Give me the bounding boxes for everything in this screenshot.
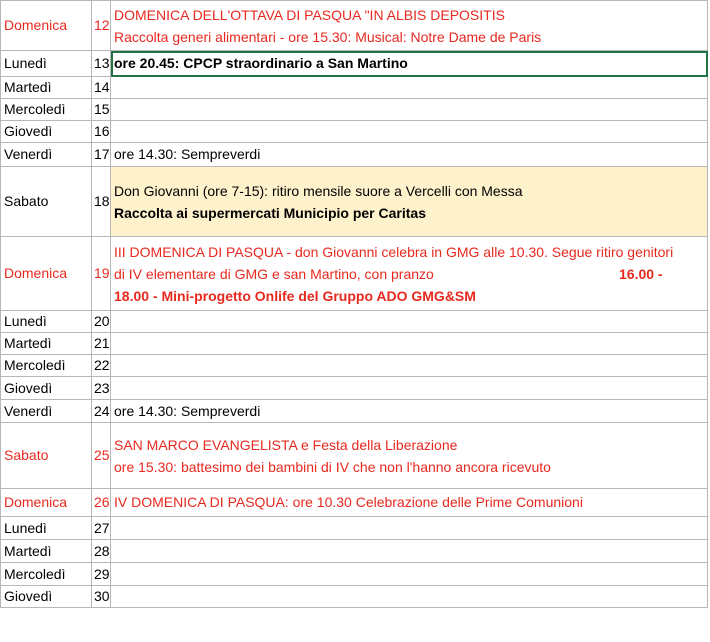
note-cell[interactable]: ore 14.30: Sempreverdi — [111, 400, 708, 423]
note-cell[interactable] — [111, 333, 708, 355]
note-cell[interactable]: IV DOMENICA DI PASQUA: ore 10.30 Celebrazione delle Prime Comunioni — [111, 489, 708, 517]
day-cell[interactable]: Mercoledì — [1, 563, 92, 586]
note-line: Raccolta generi alimentari - ore 15.30: Musical: Notre Dame de Paris — [114, 28, 542, 45]
day-cell[interactable]: Giovedì — [1, 377, 92, 400]
note-line: SAN MARCO EVANGELISTA e Festa della Liberazione — [114, 436, 458, 453]
note-cell[interactable] — [111, 540, 708, 563]
note-cell[interactable] — [111, 517, 708, 540]
table-row — [1, 237, 708, 311]
day-cell[interactable]: Domenica — [1, 237, 92, 311]
day-cell[interactable]: Lunedì — [1, 517, 92, 540]
note-cell[interactable] — [111, 377, 708, 400]
note-cell[interactable] — [111, 586, 708, 608]
table-row — [1, 167, 708, 237]
table-row — [1, 333, 708, 355]
note-cell[interactable] — [111, 423, 708, 489]
day-cell[interactable]: Sabato — [1, 167, 92, 237]
table-row — [1, 1, 708, 51]
day-cell[interactable]: Lunedì — [1, 51, 92, 77]
note-cell[interactable]: ore 14.30: Sempreverdi — [111, 143, 708, 167]
table-row — [1, 143, 708, 167]
table-row — [1, 311, 708, 333]
date-cell[interactable]: 30 — [92, 586, 111, 608]
date-cell[interactable]: 26 — [92, 489, 111, 517]
note-cell[interactable] — [111, 311, 708, 333]
note-line: Don Giovanni (ore 7-15): ritiro mensile suore a Vercelli con Messa — [114, 182, 523, 199]
day-cell[interactable]: Mercoledì — [1, 99, 92, 121]
table-row — [1, 355, 708, 377]
note-cell[interactable] — [111, 237, 708, 311]
note-cell[interactable] — [111, 355, 708, 377]
date-cell[interactable]: 28 — [92, 540, 111, 563]
date-cell[interactable]: 17 — [92, 143, 111, 167]
table-row — [1, 77, 708, 99]
day-cell[interactable]: Sabato — [1, 423, 92, 489]
note-line-text: di IV elementare di GMG e san Martino, con pranzo — [114, 265, 434, 282]
day-cell[interactable]: Venerdì — [1, 400, 92, 423]
table-row — [1, 489, 708, 517]
note-cell[interactable] — [111, 77, 708, 99]
day-cell[interactable]: Martedì — [1, 540, 92, 563]
note-line: 18.00 - Mini-progetto Onlife del Gruppo ADO GMG&SM — [114, 287, 476, 304]
note-line-time: 16.00 - — [619, 265, 663, 282]
note-line: Raccolta ai supermercati Municipio per Caritas — [114, 204, 426, 221]
day-cell[interactable]: Mercoledì — [1, 355, 92, 377]
day-cell[interactable]: Venerdì — [1, 143, 92, 167]
note-cell[interactable] — [111, 1, 708, 51]
date-cell[interactable]: 20 — [92, 311, 111, 333]
date-cell[interactable]: 27 — [92, 517, 111, 540]
note-cell[interactable] — [111, 121, 708, 143]
date-cell[interactable]: 16 — [92, 121, 111, 143]
date-cell[interactable]: 15 — [92, 99, 111, 121]
table-row — [1, 51, 708, 77]
day-cell[interactable]: Martedì — [1, 333, 92, 355]
date-cell[interactable]: 22 — [92, 355, 111, 377]
note-line — [114, 263, 704, 285]
table-row — [1, 586, 708, 608]
date-cell[interactable]: 13 — [92, 51, 111, 77]
note-cell[interactable] — [111, 563, 708, 586]
note-cell-selected[interactable]: ore 20.45: CPCP straordinario a San Martino — [111, 51, 708, 77]
date-cell[interactable]: 21 — [92, 333, 111, 355]
day-cell[interactable]: Martedì — [1, 77, 92, 99]
date-cell[interactable]: 25 — [92, 423, 111, 489]
table-row — [1, 540, 708, 563]
date-cell[interactable]: 29 — [92, 563, 111, 586]
day-cell[interactable]: Giovedì — [1, 121, 92, 143]
day-cell[interactable]: Giovedì — [1, 586, 92, 608]
note-line: ore 15.30: battesimo dei bambini di IV che non l'hanno ancora ricevuto — [114, 458, 551, 475]
note-line: DOMENICA DELL'OTTAVA DI PASQUA "IN ALBIS DEPOSITIS — [114, 6, 505, 23]
table-row — [1, 517, 708, 540]
date-cell[interactable]: 12 — [92, 1, 111, 51]
table-row — [1, 121, 708, 143]
date-cell[interactable]: 14 — [92, 77, 111, 99]
table-row — [1, 423, 708, 489]
table-row — [1, 400, 708, 423]
table-row — [1, 563, 708, 586]
date-cell[interactable]: 19 — [92, 237, 111, 311]
table-row — [1, 99, 708, 121]
note-cell[interactable] — [111, 99, 708, 121]
date-cell[interactable]: 18 — [92, 167, 111, 237]
date-cell[interactable]: 24 — [92, 400, 111, 423]
day-cell[interactable]: Domenica — [1, 489, 92, 517]
date-cell[interactable]: 23 — [92, 377, 111, 400]
day-cell[interactable]: Lunedì — [1, 311, 92, 333]
table-row — [1, 377, 708, 400]
day-cell[interactable]: Domenica — [1, 1, 92, 51]
note-line: III DOMENICA DI PASQUA - don Giovanni celebra in GMG alle 10.30. Segue ritiro genitori — [114, 243, 674, 260]
note-cell[interactable] — [111, 167, 708, 237]
